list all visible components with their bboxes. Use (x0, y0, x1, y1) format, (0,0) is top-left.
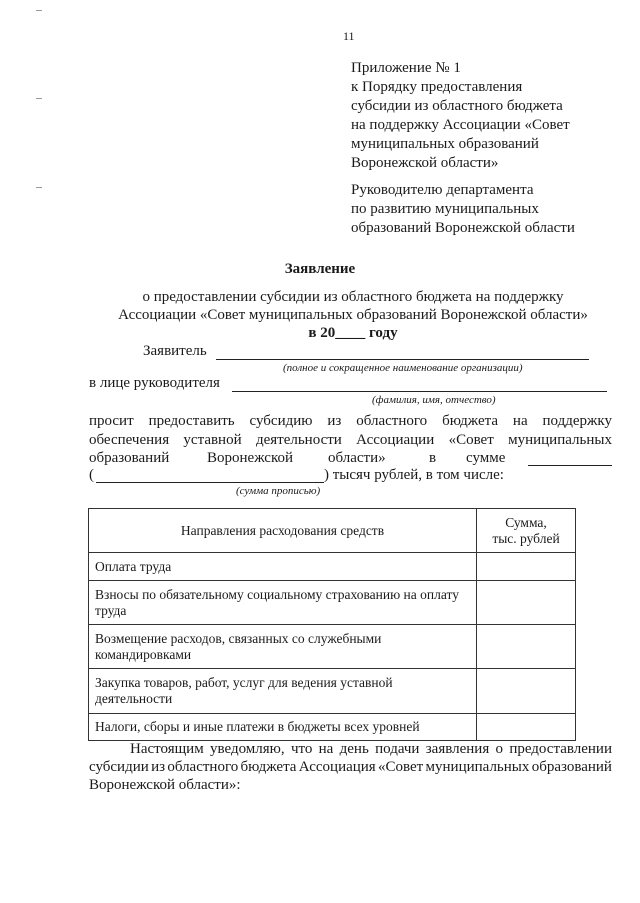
row-sum-cell[interactable] (477, 625, 576, 669)
row-direction: Взносы по обязательному социальному страхованию на оплату труда (89, 581, 477, 625)
word: о (495, 741, 504, 757)
word: «Совет (448, 432, 494, 448)
sum-open-paren: ( (89, 467, 94, 483)
word: муниципальных (425, 759, 530, 775)
row-sum-cell[interactable] (477, 669, 576, 714)
table-row (89, 553, 576, 581)
appendix-line: муниципальных образований (351, 136, 539, 152)
sum-words-field-line[interactable] (96, 482, 324, 483)
word: предоставлении (509, 741, 612, 757)
appendix-block (351, 59, 570, 173)
word: обеспечения (89, 432, 170, 448)
scan-mark (36, 98, 42, 99)
expenses-table (88, 508, 576, 741)
head-field-line[interactable] (232, 391, 607, 392)
head-hint: (фамилия, имя, отчество) (372, 394, 496, 406)
table-row (89, 581, 576, 625)
appendix-line: Воронежской области» (351, 155, 499, 171)
applicant-field-line[interactable] (216, 359, 589, 360)
row-direction: Оплата труда (89, 553, 477, 581)
word: заявления (425, 741, 490, 757)
word: областного (167, 759, 239, 775)
sum-digits-field-line[interactable] (528, 465, 612, 466)
word: Настоящим (130, 741, 204, 757)
sum-close-text: ) тысяч рублей, в том числе: (324, 467, 504, 483)
scan-mark (36, 187, 42, 188)
word: на (318, 741, 334, 757)
word: субсидии (89, 759, 149, 775)
request-word: в (429, 450, 437, 466)
head-label: в лице руководителя (89, 375, 220, 391)
word: на (512, 413, 528, 429)
subtitle-line-2: Ассоциации «Совет муниципальных образований Воронежской области» (118, 307, 588, 323)
table-header-row (89, 509, 576, 553)
notice-line-1 (130, 741, 612, 758)
addressee-line: образований Воронежской области (351, 220, 575, 236)
row-direction: Налоги, сборы и иные платежи в бюджеты всех уровней (89, 714, 477, 741)
request-word: области» (328, 450, 386, 466)
table-row (89, 669, 576, 714)
word: Ассоциация (298, 759, 376, 775)
header-sum (477, 509, 576, 553)
word: день (339, 741, 369, 757)
table-row (89, 625, 576, 669)
applicant-hint: (полное и сокращенное наименование организации) (283, 362, 523, 374)
row-sum-cell[interactable] (477, 553, 576, 581)
word: деятельности (255, 432, 342, 448)
word: «Совет (378, 759, 424, 775)
request-line-2 (89, 432, 612, 449)
addressee-line: Руководителю департамента (351, 182, 534, 198)
document-title: Заявление (284, 261, 356, 277)
word: из (151, 759, 166, 775)
addressee-block (351, 181, 575, 238)
word: областного (356, 413, 428, 429)
word: что (290, 741, 313, 757)
table-row (89, 714, 576, 741)
header-sum-line-1: Сумма, (505, 514, 547, 530)
word: уведомляю, (210, 741, 285, 757)
notice-line-3: Воронежской области»: (89, 777, 241, 793)
appendix-line: к Порядку предоставления (351, 79, 523, 95)
request-word: сумме (466, 450, 506, 466)
word: поддержку (542, 413, 612, 429)
appendix-line: на поддержку Ассоциации «Совет (351, 117, 570, 133)
word: подачи (375, 741, 420, 757)
word: муниципальных (508, 432, 612, 448)
row-sum-cell[interactable] (477, 581, 576, 625)
word: просит (89, 413, 134, 429)
appendix-line: субсидии из областного бюджета (351, 98, 563, 114)
row-sum-cell[interactable] (477, 714, 576, 741)
word: Ассоциации (356, 432, 435, 448)
applicant-label: Заявитель (143, 343, 207, 359)
word: из (327, 413, 342, 429)
header-sum-line-2: тыс. рублей (492, 530, 560, 546)
word: бюджета (442, 413, 499, 429)
row-direction: Закупка товаров, работ, услуг для ведения уставной деятельности (89, 669, 477, 714)
word: бюджета (240, 759, 297, 775)
subtitle-year: в 20____ году (308, 325, 398, 341)
page-number: 11 (343, 29, 355, 43)
appendix-line: Приложение № 1 (351, 60, 461, 76)
request-line-1 (89, 413, 612, 430)
subtitle-line-1: о предоставлении субсидии из областного бюджета на поддержку (142, 289, 564, 305)
sum-hint: (сумма прописью) (236, 485, 321, 497)
notice-line-2 (89, 759, 612, 776)
request-word: Воронежской (207, 450, 293, 466)
word: предоставить (148, 413, 235, 429)
word: образований (531, 759, 612, 775)
addressee-line: по развитию муниципальных (351, 201, 539, 217)
scan-mark (36, 10, 42, 11)
header-direction: Направления расходования средств (89, 509, 477, 553)
row-direction: Возмещение расходов, связанных со служебными командировками (89, 625, 477, 669)
word: субсидию (249, 413, 313, 429)
request-word: образований (89, 450, 170, 466)
word: уставной (183, 432, 242, 448)
